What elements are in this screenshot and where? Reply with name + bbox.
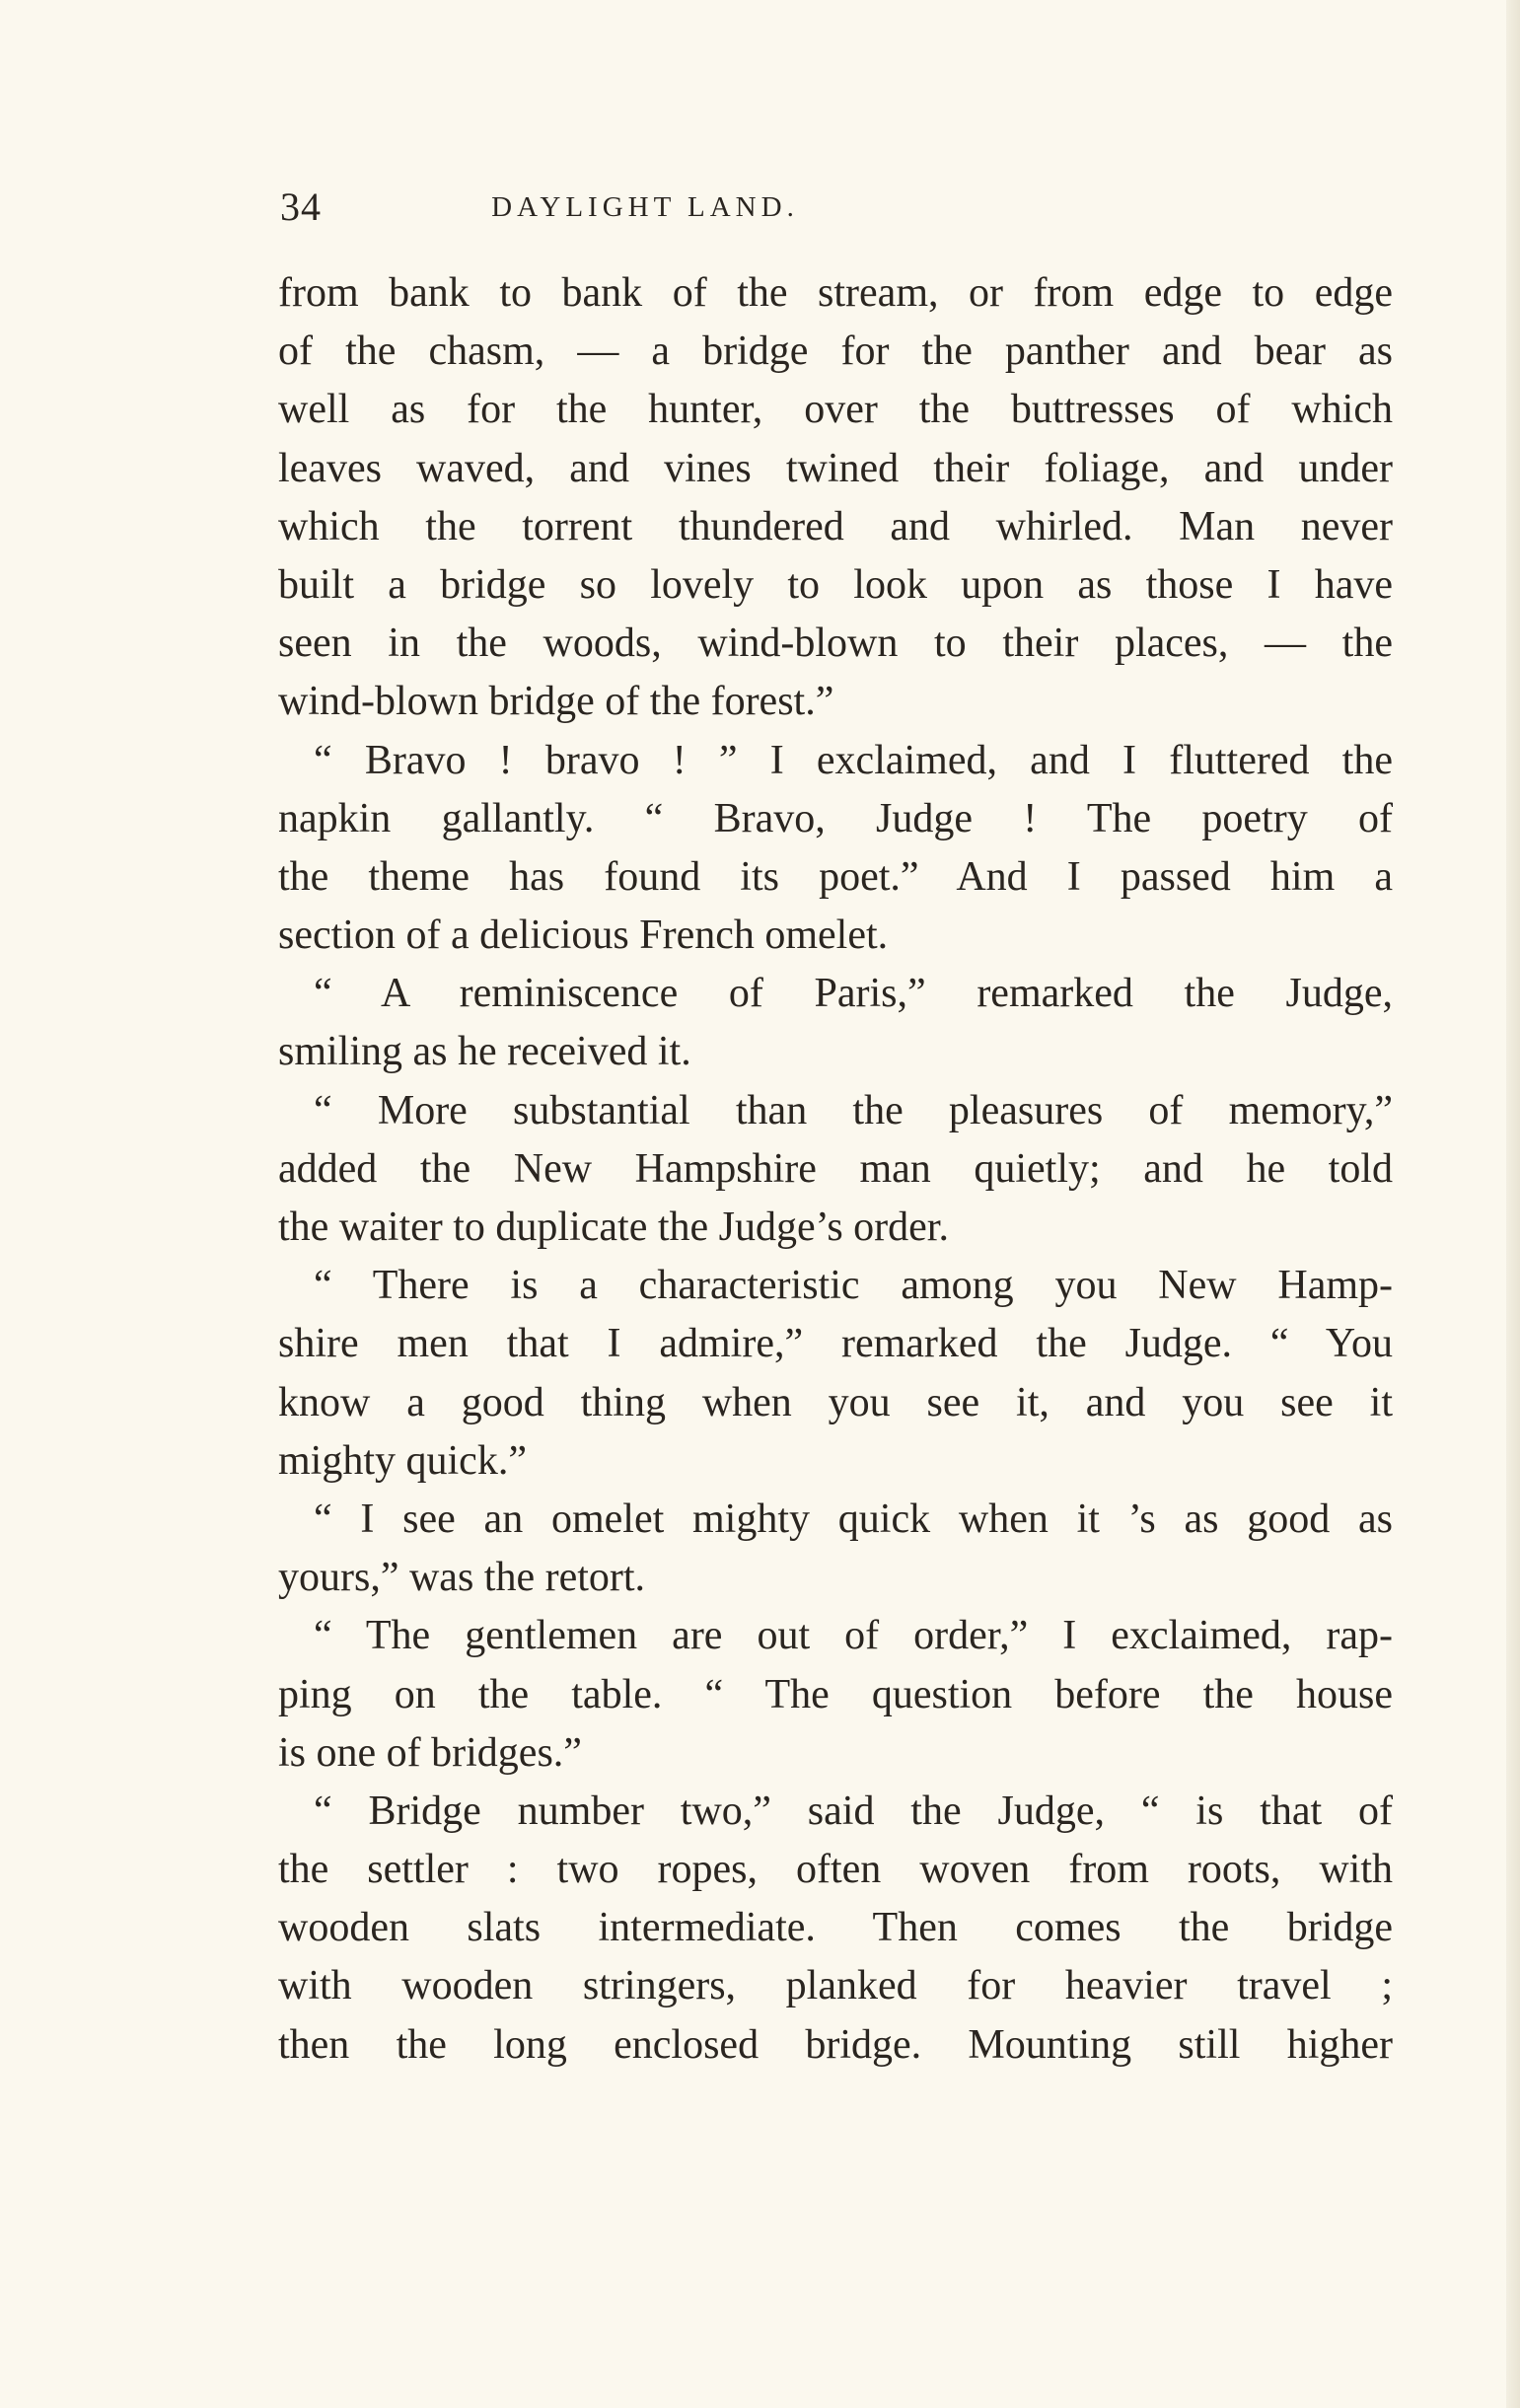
text-line: built a bridge so lovely to look upon as those I have xyxy=(278,561,1393,608)
text-line: “ I see an omelet mighty quick when it ’s as good as xyxy=(314,1496,1393,1542)
text-line: then the long enclosed bridge. Mounting still higher xyxy=(278,2021,1393,2068)
page-edge xyxy=(1506,0,1520,2408)
text-line: wooden slats intermediate. Then comes the bridge xyxy=(278,1905,1393,1951)
running-title: DAYLIGHT LAND. xyxy=(491,191,799,223)
text-line: the theme has found its poet.” And I passed him a xyxy=(278,853,1393,900)
text-line: “ More substantial than the pleasures of memory,” xyxy=(314,1087,1393,1133)
text-line: “ There is a characteristic among you New Hamp- xyxy=(314,1263,1393,1309)
text-line: “ Bravo ! bravo ! ” I exclaimed, and I fluttered the xyxy=(314,737,1393,783)
text-line: of the chasm, — a bridge for the panther and bear as xyxy=(278,328,1393,375)
text-line: leaves waved, and vines twined their foliage, and under xyxy=(278,445,1393,491)
text-line: added the New Hampshire man quietly; and he told xyxy=(278,1145,1393,1192)
page-number: 34 xyxy=(280,184,322,229)
text-line: yours,” was the retort. xyxy=(278,1555,646,1601)
text-line: section of a delicious French omelet. xyxy=(278,912,889,959)
text-line: smiling as he received it. xyxy=(278,1029,691,1075)
text-line: is one of bridges.” xyxy=(278,1729,582,1776)
text-line: shire men that I admire,” remarked the Judge. “ You xyxy=(278,1321,1393,1367)
text-line: well as for the hunter, over the buttresses of which xyxy=(278,387,1393,433)
body-text xyxy=(278,264,1393,2075)
text-line: “ A reminiscence of Paris,” remarked the Judge, xyxy=(314,971,1393,1017)
text-line: seen in the woods, wind-blown to their places, — the xyxy=(278,620,1393,667)
text-line: “ Bridge number two,” said the Judge, “ is that of xyxy=(314,1788,1393,1834)
text-line: the waiter to duplicate the Judge’s order. xyxy=(278,1204,949,1250)
text-line: wind-blown bridge of the forest.” xyxy=(278,679,834,725)
text-line: mighty quick.” xyxy=(278,1437,527,1484)
text-line: the settler : two ropes, often woven from roots, with xyxy=(278,1847,1393,1893)
text-line: with wooden stringers, planked for heavier travel ; xyxy=(278,1963,1393,2009)
text-line: napkin gallantly. “ Bravo, Judge ! The poetry of xyxy=(278,795,1393,841)
text-line: which the torrent thundered and whirled. Man never xyxy=(278,503,1393,549)
text-line: “ The gentlemen are out of order,” I exclaimed, rap- xyxy=(314,1613,1393,1659)
text-line: from bank to bank of the stream, or from edge to edge xyxy=(278,270,1393,316)
running-head xyxy=(280,183,1395,243)
text-line: ping on the table. “ The question before the house xyxy=(278,1671,1393,1717)
text-line: know a good thing when you see it, and you see it xyxy=(278,1379,1393,1425)
